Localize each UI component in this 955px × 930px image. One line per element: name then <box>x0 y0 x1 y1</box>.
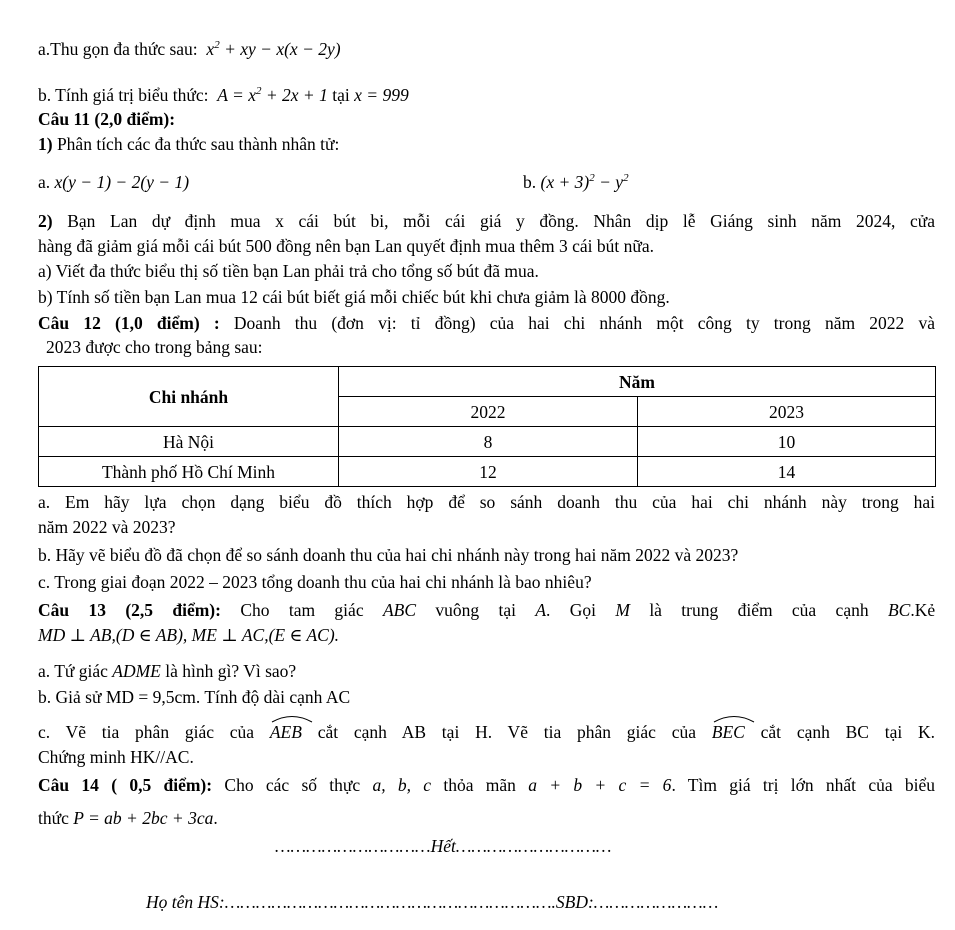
q11-2b: b) Tính số tiền bạn Lan mua 12 cái bút biết giá mỗi chiếc bút khi chưa giảm là 8000 đồng. <box>38 287 670 307</box>
q10a-line: a.Thu gọn đa thức sau: $x^2$ + xy − x(x − 2y) <box>38 39 341 59</box>
branch-name: Hà Nội <box>39 427 339 457</box>
q10a-expression: $x^2$ + xy − x(x − 2y) <box>206 39 341 59</box>
q13-line1: Câu 13 (2,5 điểm): Cho tam giác ABC vuông tại A. Gọi M là trung điểm của cạnh BC.Kẻ <box>38 600 936 620</box>
q13c-line1: c. Vẽ tia phân giác của AEB cắt cạnh AB tại H. Vẽ tia phân giác của BEC cắt cạnh BC tại K. <box>38 721 935 743</box>
table-row <box>39 457 936 487</box>
q12-line1: Câu 12 (1,0 điểm) : Doanh thu (đơn vị: tỉ đồng) của hai chi nhánh một công ty trong năm 2022 và <box>38 313 935 333</box>
q13c-line2: Chứng minh HK//AC. <box>38 747 194 767</box>
q11-2a: a) Viết đa thức biểu thị số tiền bạn Lan phải trả cho tổng số bút đã mua. <box>38 261 539 281</box>
q13b: b. Giả sử MD = 9,5cm. Tính độ dài cạnh AC <box>38 687 351 707</box>
q12-line2: 2023 được cho trong bảng sau: <box>46 337 263 357</box>
angle-bec: BEC <box>712 721 745 743</box>
value-2022: 8 <box>339 427 638 457</box>
q14-line1: Câu 14 ( 0,5 điểm): Cho các số thực a, b, c thỏa mãn a + b + c = 6. Tìm giá trị lớn nhất của biểu <box>38 775 936 795</box>
year-2022: 2022 <box>339 397 638 427</box>
q11-part2-line2: hàng đã giảm giá mỗi cái bút 500 đồng nên bạn Lan quyết định mua thêm 3 cái bút nữa. <box>38 236 655 256</box>
footer-student-info: Họ tên HS:……………………………………………………….SBD:…………………… <box>146 892 719 912</box>
branch-name: Thành phố Hồ Chí Minh <box>39 457 339 487</box>
end-marker: …………………………Hết………………………… <box>275 836 612 856</box>
revenue-table <box>38 366 936 487</box>
header-branch: Chi nhánh <box>39 367 339 427</box>
q12c: c. Trong giai đoạn 2022 – 2023 tổng doanh thu của hai chi nhánh là bao nhiêu? <box>38 572 592 592</box>
q13-line2: MD ⊥ AB,(D ∈ AB), ME ⊥ AC,(E ∈ AC). <box>38 625 340 645</box>
q12a-line2: năm 2022 và 2023? <box>38 517 176 537</box>
q12b: b. Hãy vẽ biểu đồ đã chọn để so sánh doanh thu của hai chi nhánh này trong hai năm 2022 và 2023? <box>38 545 739 565</box>
q14-line2: thức P = ab + 2bc + 3ca. <box>38 808 218 828</box>
q11-1b: b. $(x + 3)^2 - y^2$ <box>523 172 629 192</box>
q10b-line: b. Tính giá trị biểu thức: $A = x^2 + 2x + 1$ tại x = 999 <box>38 85 409 105</box>
q12a-line1: a. Em hãy lựa chọn dạng biểu đồ thích hợp để so sánh doanh thu của hai chi nhánh này trong hai <box>38 492 935 512</box>
value-2023: 14 <box>638 457 936 487</box>
q11-part1: 1) Phân tích các đa thức sau thành nhân tử: <box>38 134 340 154</box>
q11-title: Câu 11 (2,0 điểm): <box>38 109 176 129</box>
q11-part2-line1: 2) Bạn Lan dự định mua x cái bút bi, mỗi cái giá y đồng. Nhân dịp lễ Giáng sinh năm 2024, cửa <box>38 211 936 231</box>
q10b-expression: $A = x^2 + 2x + 1$ <box>217 85 328 105</box>
value-2022: 12 <box>339 457 638 487</box>
q13a: a. Tứ giác ADME là hình gì? Vì sao? <box>38 661 297 681</box>
table-row <box>39 427 936 457</box>
q11-1a: a. x(y − 1) − 2(y − 1) <box>38 172 190 192</box>
value-2023: 10 <box>638 427 936 457</box>
header-year: Năm <box>339 367 936 397</box>
angle-aeb: AEB <box>270 721 302 743</box>
year-2023: 2023 <box>638 397 936 427</box>
